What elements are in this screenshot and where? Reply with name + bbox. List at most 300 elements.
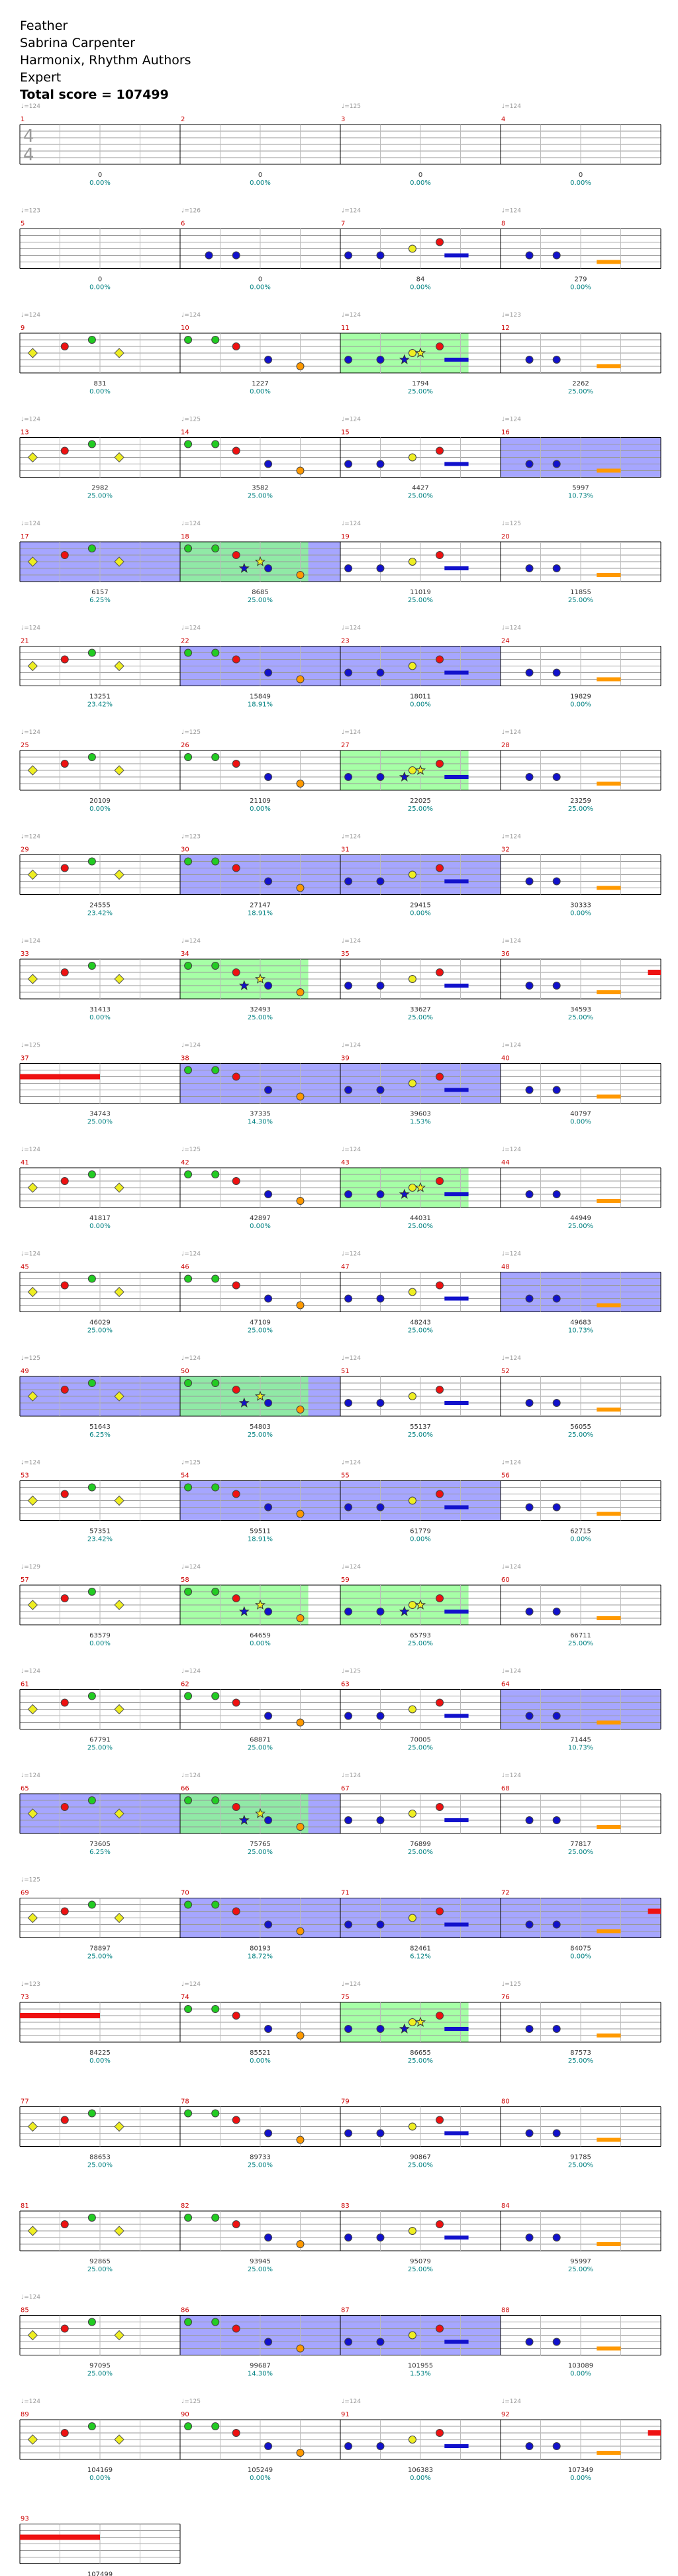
green-note	[88, 1692, 95, 1700]
measure-number: 80	[501, 2098, 510, 2106]
yellow-note	[409, 1288, 416, 1296]
green-note	[212, 2318, 219, 2326]
measure-percent: 0.00%	[89, 805, 111, 813]
measure-score: 84225	[89, 2049, 111, 2057]
blue-note	[232, 252, 240, 259]
measure-score: 78897	[89, 1945, 111, 1953]
blue-note	[265, 2443, 272, 2450]
measure	[340, 2202, 501, 2273]
blue-note	[377, 252, 384, 259]
tempo-marker: ♩=124	[181, 1355, 201, 1362]
measure-number: 89	[21, 2411, 29, 2418]
measure-number: 1	[21, 116, 25, 123]
blue-note	[377, 1504, 384, 1511]
blue-note	[553, 2443, 560, 2450]
measure-number: 12	[501, 325, 510, 332]
green-note	[212, 1066, 219, 1074]
measure-percent: 0.00%	[250, 283, 271, 291]
orange-note	[297, 1719, 304, 1726]
measure-score: 6157	[91, 589, 109, 596]
blue-note	[526, 1191, 533, 1198]
blue-note	[526, 2443, 533, 2450]
red-note	[61, 656, 68, 663]
measure-percent: 0.00%	[89, 180, 111, 187]
green-note	[212, 2214, 219, 2222]
measure	[501, 103, 661, 187]
tempo-marker: ♩=124	[21, 2294, 40, 2301]
measure-percent: 25.00%	[87, 1327, 113, 1335]
measure-score: 80193	[250, 1945, 271, 1953]
measure-score: 44949	[570, 1215, 591, 1222]
measure	[180, 2098, 340, 2169]
measure-number: 93	[21, 2515, 29, 2523]
red-note	[61, 969, 68, 976]
measure-score: 279	[574, 276, 587, 283]
blue-note	[526, 565, 533, 572]
measure-score: 47109	[250, 1319, 271, 1327]
tempo-marker: ♩=124	[502, 1668, 521, 1675]
measure-percent: 25.00%	[407, 1744, 434, 1752]
blue-note	[377, 2234, 384, 2241]
measure-number: 7	[341, 220, 346, 228]
measure-score: 0	[258, 276, 263, 283]
red-note	[232, 2430, 240, 2437]
measure-score: 95079	[410, 2258, 431, 2265]
measure	[340, 521, 501, 604]
measure	[20, 1773, 180, 1856]
tempo-marker: ♩=124	[502, 938, 521, 945]
blue-note	[377, 878, 384, 885]
sustain-bar	[597, 678, 620, 682]
red-note	[61, 2325, 68, 2332]
sustain-bar	[444, 1088, 468, 1092]
tempo-marker: ♩=124	[342, 625, 361, 632]
sustain-bar	[444, 1401, 468, 1405]
red-note	[436, 1178, 444, 1185]
blue-note	[553, 565, 560, 572]
measure-score: 20109	[89, 798, 111, 805]
measure-score: 51643	[89, 1423, 111, 1431]
blue-note	[526, 2338, 533, 2345]
blue-note	[377, 1921, 384, 1928]
measure-number: 20	[501, 533, 510, 541]
time-signature-numerator: 4	[23, 127, 34, 146]
blue-note	[553, 878, 560, 885]
measure-percent: 25.00%	[407, 1640, 434, 1647]
blue-note	[553, 1504, 560, 1511]
red-note	[61, 1699, 68, 1706]
green-note	[185, 2110, 192, 2117]
green-note	[88, 2110, 95, 2117]
measure	[340, 208, 501, 291]
red-sustain-bar	[20, 2013, 100, 2018]
measure-number: 66	[181, 1785, 189, 1792]
green-note	[185, 2006, 192, 2013]
red-note	[436, 343, 444, 350]
measure	[340, 1460, 501, 1543]
measure-score: 85521	[250, 2049, 271, 2057]
measure	[501, 1773, 661, 1856]
measure-number: 59	[341, 1576, 350, 1584]
green-note	[88, 1171, 95, 1178]
tempo-marker: ♩=124	[502, 1773, 521, 1779]
blue-note	[377, 2130, 384, 2137]
measure-score: 63579	[89, 1632, 111, 1639]
measure-percent: 25.00%	[567, 1849, 594, 1856]
sustain-bar	[444, 671, 468, 675]
yellow-note	[115, 2435, 124, 2444]
blue-note	[265, 1504, 272, 1511]
measure-number: 40	[501, 1055, 510, 1062]
measure-percent: 0.00%	[570, 1953, 591, 1961]
blue-note	[377, 356, 384, 364]
green-note	[212, 1692, 219, 1700]
red-note	[232, 2325, 240, 2332]
measure-number: 44	[501, 1159, 510, 1166]
tempo-marker: ♩=124	[21, 1459, 40, 1467]
sustain-bar	[444, 1818, 468, 1822]
green-note	[88, 336, 95, 344]
measure	[340, 938, 501, 1021]
measure-score: 1794	[412, 380, 429, 387]
measure-number: 30	[181, 846, 189, 854]
measure-number: 31	[341, 846, 350, 854]
sustain-bar	[444, 2444, 468, 2448]
tempo-marker: ♩=125	[502, 521, 521, 527]
yellow-note	[409, 1184, 416, 1192]
red-note	[61, 760, 68, 768]
measure	[180, 1355, 340, 1439]
red-note	[436, 760, 444, 768]
blue-note	[377, 2443, 384, 2450]
measure	[180, 521, 340, 604]
measure-percent: 0.00%	[410, 180, 431, 187]
measure-percent: 6.25%	[89, 1849, 111, 1856]
measure-number: 88	[501, 2306, 510, 2314]
measure-score: 54803	[250, 1423, 271, 1431]
measure-score: 71445	[570, 1736, 591, 1744]
measure-number: 72	[501, 1889, 510, 1897]
measure-percent: 25.00%	[567, 1223, 594, 1230]
measure	[501, 1890, 661, 1961]
measure-score: 105249	[247, 2467, 273, 2474]
green-note	[212, 649, 219, 656]
tempo-marker: ♩=124	[502, 1042, 521, 1049]
measure-score: 87573	[570, 2049, 591, 2057]
measure	[340, 1564, 501, 1647]
tempo-marker: ♩=124	[342, 416, 361, 423]
green-note	[212, 2110, 219, 2117]
measure-percent: 25.00%	[407, 2057, 434, 2065]
yellow-note	[115, 1183, 124, 1192]
blue-note	[377, 1295, 384, 1302]
blue-note	[377, 460, 384, 468]
measure-percent: 25.00%	[247, 2266, 273, 2273]
tempo-marker: ♩=124	[21, 103, 40, 110]
blue-note	[377, 1608, 384, 1616]
measure-percent: 0.00%	[570, 283, 591, 291]
green-note	[185, 1692, 192, 1700]
measure-score: 15849	[250, 693, 271, 701]
measure	[340, 834, 501, 917]
tempo-marker: ♩=125	[342, 103, 361, 110]
measure-number: 68	[501, 1785, 510, 1792]
measure-score: 84	[416, 276, 425, 283]
measure-percent: 25.00%	[567, 597, 594, 604]
sustain-bar	[444, 2027, 468, 2031]
green-note	[212, 1797, 219, 1804]
yellow-note	[409, 1080, 416, 1087]
measure	[340, 1147, 501, 1230]
blue-note	[345, 1400, 352, 1407]
measure-score: 107499	[87, 2571, 113, 2576]
sustain-bar	[444, 462, 468, 466]
yellow-note	[409, 2019, 416, 2026]
green-note	[185, 1797, 192, 1804]
measure-percent: 25.00%	[407, 388, 434, 395]
red-note	[232, 2012, 240, 2020]
blue-note	[377, 1400, 384, 1407]
measure-percent: 0.00%	[250, 805, 271, 813]
blue-note	[265, 1712, 272, 1720]
blue-note	[553, 1191, 560, 1198]
blue-note	[377, 774, 384, 781]
tempo-marker: ♩=123	[502, 312, 521, 319]
tempo-marker: ♩=124	[181, 1981, 201, 1988]
measure-percent: 25.00%	[87, 2266, 113, 2273]
measure-percent: 25.00%	[407, 1327, 434, 1335]
measure-score: 23259	[570, 798, 591, 805]
red-note	[232, 1699, 240, 1706]
measure-number: 10	[181, 325, 189, 332]
red-note	[232, 760, 240, 768]
red-note	[61, 2430, 68, 2437]
measure	[20, 1564, 180, 1647]
red-note	[232, 1386, 240, 1394]
measure-score: 66711	[570, 1632, 591, 1639]
measure	[501, 521, 661, 604]
tempo-marker: ♩=124	[181, 625, 201, 632]
red-note	[436, 2012, 444, 2020]
green-note	[88, 440, 95, 448]
red-note	[61, 1804, 68, 1811]
yellow-note	[115, 2331, 124, 2340]
measure-percent: 25.00%	[407, 492, 434, 500]
measure	[180, 116, 340, 187]
measure	[20, 312, 180, 395]
measure	[20, 938, 180, 1021]
yellow-note	[28, 766, 37, 775]
sustain-bar	[597, 2451, 620, 2455]
sustain-bar	[444, 1192, 468, 1196]
orange-note	[297, 2136, 304, 2143]
blue-note	[553, 2338, 560, 2345]
tempo-marker: ♩=129	[21, 1564, 40, 1571]
measure	[20, 2398, 180, 2482]
yellow-note	[28, 2331, 37, 2340]
yellow-note	[28, 662, 37, 671]
measure-score: 11855	[570, 589, 591, 596]
tempo-marker: ♩=124	[502, 207, 521, 215]
measure-percent: 25.00%	[407, 2266, 434, 2273]
measure-number: 83	[341, 2202, 350, 2210]
measure	[501, 1564, 661, 1647]
sustain-bar	[597, 1304, 620, 1308]
measure-percent: 25.00%	[247, 597, 273, 604]
blue-note	[345, 982, 352, 990]
tempo-marker: ♩=124	[502, 1251, 521, 1258]
green-note	[88, 1901, 95, 1908]
yellow-note	[409, 245, 416, 252]
red-note	[61, 343, 68, 350]
measure	[20, 729, 180, 813]
tempo-marker: ♩=124	[21, 625, 40, 632]
blue-note	[553, 252, 560, 259]
yellow-note	[409, 2123, 416, 2130]
blue-note	[526, 2026, 533, 2033]
measure-number: 18	[181, 533, 189, 541]
measure-percent: 25.00%	[407, 597, 434, 604]
measure-percent: 0.00%	[250, 1223, 271, 1230]
measure-percent: 18.91%	[247, 909, 273, 917]
measure	[20, 1877, 180, 1961]
tempo-marker: ♩=124	[502, 1564, 521, 1571]
red-note	[61, 1386, 68, 1394]
orange-note	[297, 1093, 304, 1100]
measure-number: 23	[341, 637, 350, 645]
sustain-bar	[444, 2132, 468, 2136]
tempo-marker: ♩=124	[342, 1355, 361, 1362]
measure-number: 67	[341, 1785, 350, 1792]
song-title: Feather	[20, 19, 68, 33]
measure-score: 19829	[570, 693, 591, 701]
measure-score: 831	[93, 380, 107, 387]
measure	[180, 1147, 340, 1230]
measure-percent: 10.73%	[567, 1744, 594, 1752]
measure-number: 2	[181, 116, 185, 123]
measure-number: 85	[21, 2306, 29, 2314]
yellow-note	[409, 2436, 416, 2444]
measure-number: 87	[341, 2306, 350, 2314]
blue-note	[265, 1086, 272, 1094]
orange-note	[297, 989, 304, 996]
yellow-note	[28, 1705, 37, 1714]
measure-percent: 0.00%	[89, 388, 111, 395]
sustain-bar	[597, 1616, 620, 1620]
measure-percent: 25.00%	[87, 492, 113, 500]
measure-percent: 18.91%	[247, 1535, 273, 1543]
blue-note	[377, 669, 384, 676]
measure	[340, 312, 501, 395]
measure-percent: 25.00%	[87, 1118, 113, 1126]
measure-percent: 25.00%	[567, 1014, 594, 1021]
blue-note	[345, 1817, 352, 1824]
measure	[20, 417, 180, 500]
measure-score: 59511	[250, 1527, 271, 1535]
measure	[501, 2098, 661, 2169]
sustain-bar	[444, 1297, 468, 1301]
time-signature-denominator: 4	[23, 145, 34, 165]
blue-note	[526, 1608, 533, 1616]
measure-score: 104169	[87, 2467, 113, 2474]
measure-percent: 0.00%	[250, 180, 271, 187]
measure	[340, 1981, 501, 2065]
tempo-marker: ♩=124	[21, 521, 40, 527]
measure-number: 5	[21, 220, 25, 228]
measure-percent: 0.00%	[89, 283, 111, 291]
measure-score: 55137	[410, 1423, 431, 1431]
measure-percent: 0.00%	[570, 180, 591, 187]
sustain-bar	[597, 2034, 620, 2037]
blue-note	[526, 1400, 533, 1407]
sustain-bar	[444, 1610, 468, 1614]
blue-note	[526, 1295, 533, 1302]
blue-note	[265, 1295, 272, 1302]
measure-number: 17	[21, 533, 29, 541]
blue-note	[345, 774, 352, 781]
measure-percent: 0.00%	[410, 2475, 431, 2482]
sustain-bar	[597, 1930, 620, 1933]
orange-note	[297, 2032, 304, 2039]
measure-score: 39603	[410, 1110, 431, 1118]
green-note	[185, 2318, 192, 2326]
measure	[501, 2398, 661, 2482]
blue-note	[377, 982, 384, 990]
sustain-bar	[597, 990, 620, 994]
measure-percent: 25.00%	[87, 1744, 113, 1752]
measure-score: 8685	[252, 589, 269, 596]
tempo-marker: ♩=124	[502, 833, 521, 841]
measure-number: 38	[181, 1055, 189, 1062]
tempo-marker: ♩=124	[181, 1668, 201, 1675]
yellow-note	[28, 348, 37, 358]
measure-percent: 23.42%	[87, 909, 113, 917]
measure-percent: 0.00%	[89, 1640, 111, 1647]
red-note	[232, 343, 240, 350]
measure-score: 64659	[250, 1632, 271, 1639]
measure	[20, 2202, 180, 2273]
blue-note	[526, 669, 533, 676]
measure-number: 4	[501, 116, 506, 123]
measure-number: 33	[21, 951, 29, 958]
yellow-note	[409, 2228, 416, 2235]
measure-score: 2982	[91, 484, 109, 492]
blue-note	[526, 2234, 533, 2241]
tempo-marker: ♩=123	[21, 207, 40, 215]
blue-note	[377, 1712, 384, 1720]
yellow-note	[28, 1600, 37, 1610]
tempo-marker: ♩=125	[181, 1459, 201, 1467]
measure-number: 63	[341, 1680, 350, 1688]
red-note	[61, 1282, 68, 1289]
measure	[20, 1981, 180, 2065]
measure-percent: 0.00%	[570, 2475, 591, 2482]
tempo-marker: ♩=125	[502, 1981, 521, 1988]
measure	[20, 1043, 180, 1126]
measure-score: 75765	[250, 1841, 271, 1848]
measure	[340, 2398, 501, 2482]
sustain-bar	[444, 566, 468, 570]
measure-number: 62	[181, 1680, 189, 1688]
orange-note	[297, 1824, 304, 1831]
orange-note	[297, 572, 304, 579]
blue-note	[553, 982, 560, 990]
measure-score: 13251	[89, 693, 111, 701]
blue-note	[265, 1817, 272, 1824]
measure	[20, 2098, 180, 2169]
measure-number: 78	[181, 2098, 189, 2106]
measure-percent: 25.00%	[407, 2161, 434, 2169]
